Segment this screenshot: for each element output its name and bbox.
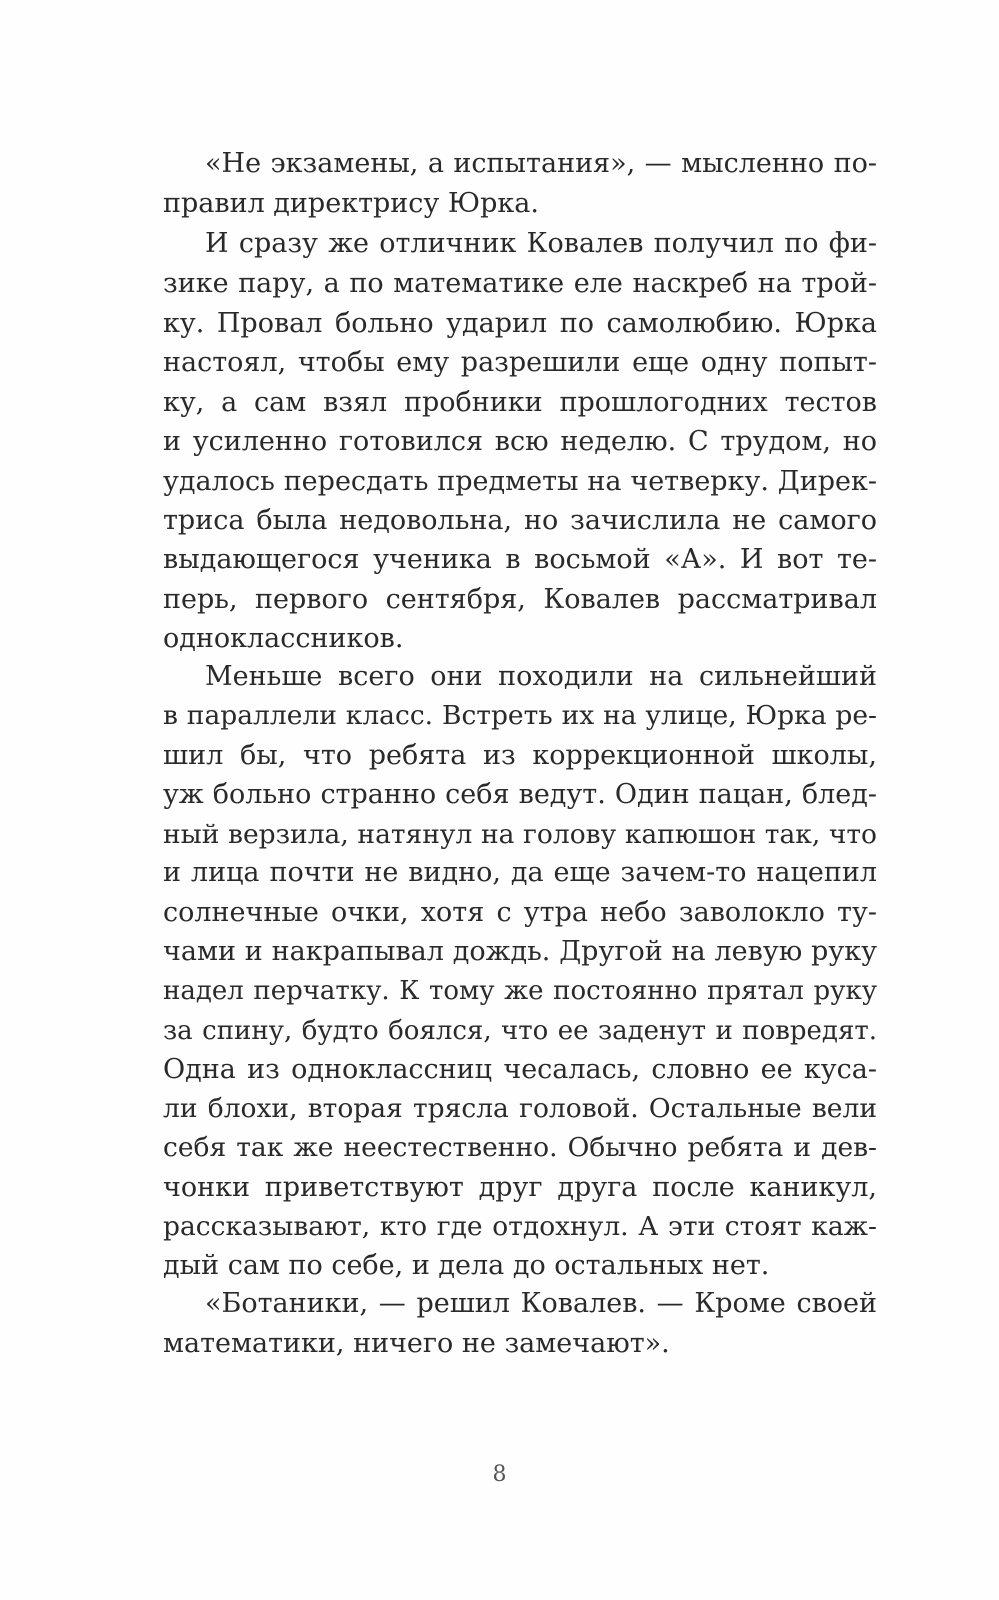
text-line: ку. Провал больно ударил по самолюбию. Юрка: [163, 308, 877, 339]
text-line: зике пару, а по математике еле наскреб на трой-: [163, 268, 877, 299]
text-line: шил бы, что ребята из коррекционной школы,: [163, 740, 877, 771]
text-line: и лица почти не видно, да еще зачем-то нацепил: [163, 857, 877, 888]
text-line: за спину, будто боялся, что ее заденут и повредят.: [163, 1016, 877, 1046]
text-line: математики, ничего не замечают».: [163, 1328, 670, 1359]
text-line: и усиленно готовился всю неделю. С трудом, но: [163, 426, 877, 457]
text-line: И сразу же отличник Ковалев получил по фи-: [205, 228, 877, 259]
text-line: чонки приветствуют друг друга после каникул,: [163, 1172, 877, 1203]
text-line: удалось пересдать предметы на четверку. Дирек-: [163, 466, 877, 497]
text-line: дый сам по себе, и дела до остальных нет.: [163, 1250, 770, 1281]
text-line: уж больно странно себя ведут. Один пацан, блед-: [163, 779, 877, 810]
text-line: правил директрису Юрка.: [163, 188, 539, 219]
text-line: солнечные очки, хотя с утра небо заволокло ту-: [163, 897, 877, 928]
text-line: одноклассников.: [163, 623, 404, 654]
text-line: Одна из одноклассниц чесалась, словно ее куса-: [163, 1054, 877, 1085]
text-line: рассказывают, кто где отдохнул. А эти стоят каж-: [163, 1211, 877, 1242]
text-line: «Ботаники, — решил Ковалев. — Кроме своей: [205, 1288, 877, 1319]
text-line: «Не экзамены, а испытания», — мысленно по-: [205, 148, 877, 179]
text-line: Меньше всего они походили на сильнейший: [205, 661, 877, 692]
text-line: чами и накрапывал дождь. Другой на левую руку: [163, 936, 877, 967]
text-line: в параллели класс. Встреть их на улице, Юрка ре-: [163, 700, 877, 731]
text-line: триса была недовольна, но зачислила не самого: [163, 505, 877, 536]
text-line: ли блохи, вторая трясла головой. Остальные вели: [163, 1093, 877, 1124]
text-line: надел перчатку. К тому же постоянно прятал руку: [163, 976, 877, 1006]
text-line: выдающегося ученика в восьмой «А». И вот те-: [163, 544, 877, 575]
text-line: настоял, чтобы ему разрешили еще одну попыт-: [163, 347, 877, 378]
text-line: ный верзила, натянул на голову капюшон так, что: [163, 819, 877, 850]
text-line: себя так же неестественно. Обычно ребята и дев-: [163, 1132, 877, 1163]
text-line: перь, первого сентября, Ковалев рассматривал: [163, 584, 877, 615]
page-number: 8: [492, 1462, 507, 1487]
text-line: ку, а сам взял пробники прошлогодних тестов: [163, 387, 877, 418]
